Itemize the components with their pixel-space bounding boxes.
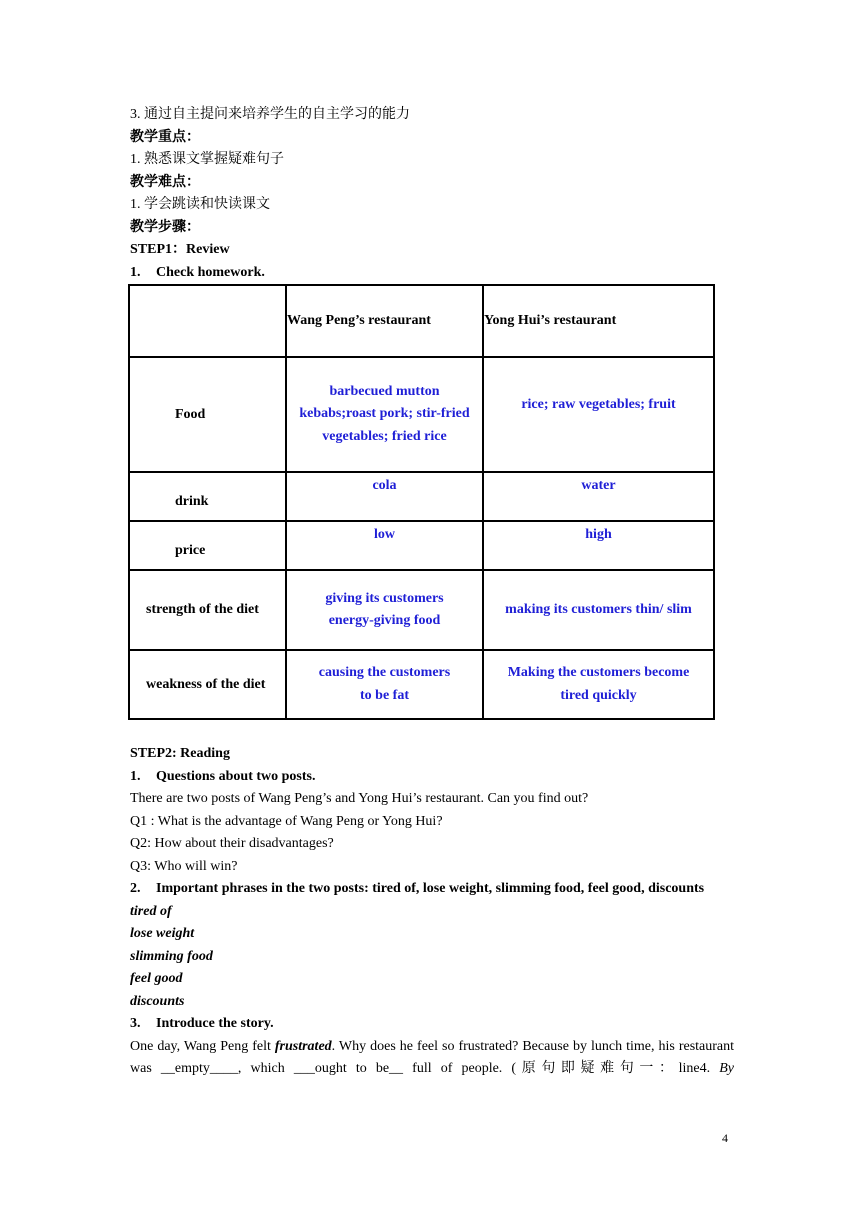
step1-heading: STEP1：Review	[130, 242, 230, 257]
step1-item	[130, 262, 734, 285]
row-label-strength: strength of the diet	[129, 570, 286, 650]
story-text-a: One day, Wang Peng felt	[130, 1038, 275, 1054]
wang-food: barbecued mutton kebabs;roast pork; stir-fried vegetables; fried rice	[286, 357, 483, 472]
table-row	[129, 357, 714, 472]
wang-drink: cola	[286, 472, 483, 521]
page-number: 4	[722, 1131, 728, 1145]
question-1: Q1 : What is the advantage of Wang Peng or Yong Hui?	[130, 813, 443, 829]
table-row	[129, 472, 714, 521]
yong-weakness: Making the customers become tired quickly	[483, 650, 714, 719]
story-text-c: . Why does he feel so frustrated? Because by lunch time, his restaurant was __empty____, which ___ought to be__ full of people. (原句即疑难句一：line4.	[130, 1038, 735, 1076]
question-2: Q2: How about their disadvantages?	[130, 836, 334, 851]
posts-paragraph: There are two posts of Wang Peng’s and Yong Hui’s restaurant. Can you find out?	[130, 791, 589, 806]
important-phrases-text: Important phrases in the two posts: tired of, lose weight, slimming food, feel good, discounts	[156, 881, 705, 896]
row-label-weakness: weakness of the diet	[129, 650, 286, 719]
table-row	[129, 570, 714, 650]
table-row	[129, 650, 714, 719]
step2-item-1-number: 1.	[130, 768, 141, 784]
header-wang-peng: Wang Peng’s restaurant	[286, 285, 483, 357]
story-emphasis-frustrated: frustrated	[274, 1038, 332, 1054]
phrase-item: slimming food	[130, 948, 213, 964]
step2-item-3	[130, 1013, 734, 1036]
row-label-drink: drink	[129, 472, 286, 521]
yong-price: high	[483, 521, 714, 570]
question-3: Q3: Who will win?	[130, 858, 238, 874]
step1-item-number: 1.	[130, 264, 141, 280]
row-label-food: Food	[129, 357, 286, 472]
table-header-row	[129, 285, 714, 357]
key-points-heading: 教学重点：	[130, 129, 200, 145]
difficulties-heading: 教学难点：	[130, 174, 200, 190]
table-row	[129, 521, 714, 570]
intro-section	[130, 104, 734, 284]
step2-item-2	[130, 878, 734, 901]
row-label-price: price	[129, 521, 286, 570]
key-point-1: 1. 熟悉课文掌握疑难句子	[130, 152, 284, 167]
yong-food: rice; raw vegetables; fruit	[483, 357, 714, 472]
step2-item-3-text: Introduce the story.	[156, 1016, 274, 1031]
story-text-d: By	[719, 1061, 734, 1076]
header-yong-hui: Yong Hui’s restaurant	[483, 285, 714, 357]
steps-heading: 教学步骤：	[130, 219, 200, 235]
step2-item-3-number: 3.	[130, 1016, 141, 1031]
wang-strength: giving its customers energy-giving food	[286, 570, 483, 650]
wang-weakness: causing the customers to be fat	[286, 650, 483, 719]
phrase-item: lose weight	[130, 926, 195, 941]
yong-drink: water	[483, 472, 714, 521]
phrase-item: discounts	[130, 993, 185, 1009]
step2-heading: STEP2: Reading	[130, 746, 230, 761]
step2-item-2-number: 2.	[130, 881, 141, 896]
header-cell-empty	[129, 285, 286, 357]
comparison-table	[128, 284, 715, 720]
step2-section	[130, 743, 734, 1081]
wang-price: low	[286, 521, 483, 570]
objective-3: 3. 通过自主提问来培养学生的自主学习的能力	[130, 107, 410, 122]
story-paragraph	[130, 1036, 734, 1081]
difficulty-1: 1. 学会跳读和快读课文	[130, 197, 270, 212]
step2-item-1	[130, 766, 734, 789]
yong-strength: making its customers thin/ slim	[483, 570, 714, 650]
phrase-item: feel good	[130, 971, 183, 986]
phrase-item: tired of	[130, 903, 172, 919]
step2-item-1-text: Questions about two posts.	[156, 768, 316, 784]
step1-item-text: Check homework.	[156, 264, 265, 280]
